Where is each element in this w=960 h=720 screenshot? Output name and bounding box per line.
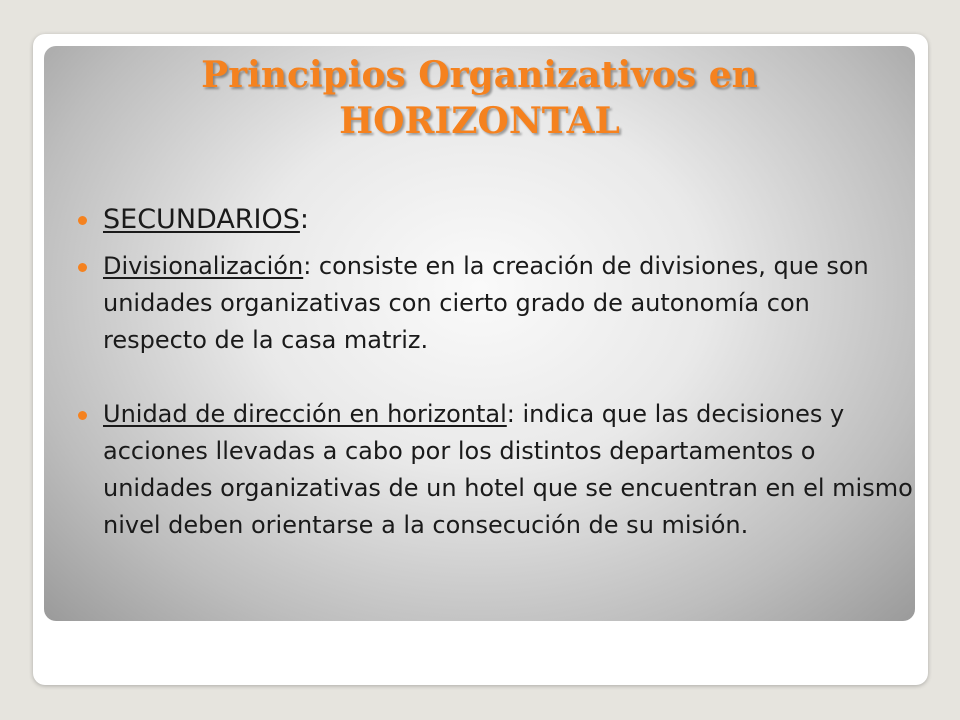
bullet-list xyxy=(78,200,918,544)
bullet-unidad-de-direccion xyxy=(78,396,918,544)
slide-title xyxy=(44,52,915,144)
bullet-divisionalizacion xyxy=(78,248,918,359)
bullet-dot-icon xyxy=(78,263,87,272)
bullet-secundarios xyxy=(78,200,918,240)
bullet-text: : consiste en la creación de divisiones, que son unidades organizativas con cierto grado de autonomía con respecto de la casa matriz. xyxy=(103,252,869,354)
bullet-term: SECUNDARIOS xyxy=(103,204,300,235)
slide-title-line-2: HORIZONTAL xyxy=(339,100,620,142)
bullet-dot-icon xyxy=(78,411,87,420)
slide-title-line-1: Principios Organizativos en xyxy=(201,54,758,96)
bullet-text: : indica que las decisiones y acciones llevadas a cabo por los distintos departamentos o unidades organizativas de un hotel que se encuentran en el mismo nivel deben orientarse a la consecución de su misión. xyxy=(103,400,913,539)
bullet-text: : xyxy=(299,204,310,235)
bullet-dot-icon xyxy=(78,216,87,225)
bullet-term: Divisionalización xyxy=(103,252,304,280)
bullet-term: Unidad de dirección en horizontal xyxy=(103,400,507,428)
